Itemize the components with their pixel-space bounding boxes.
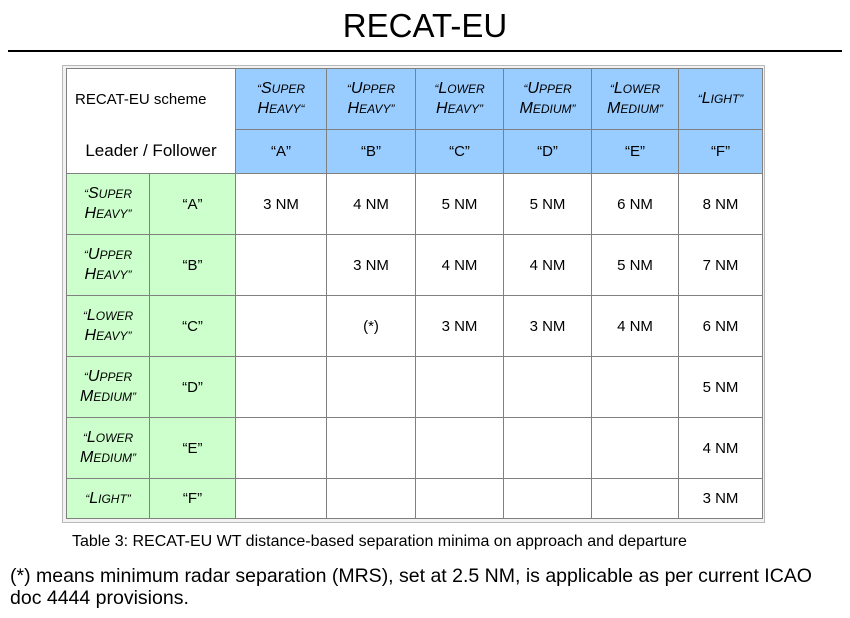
col-header-line1: “UPPER <box>346 80 396 97</box>
row-category <box>67 357 150 418</box>
table-cell: 6 NM <box>592 174 679 235</box>
table-cell: 5 NM <box>416 174 504 235</box>
row-line2: HEAVY” <box>84 205 132 222</box>
table-caption: Table 3: RECAT-EU WT distance-based separation minima on approach and departure <box>72 533 687 550</box>
table-cell <box>416 418 504 479</box>
col-header-line2: HEAVY” <box>347 100 395 117</box>
row-line1: “LOWER <box>82 429 134 446</box>
column-code: “F” <box>679 130 763 174</box>
row-category <box>67 235 150 296</box>
column-code: “E” <box>592 130 679 174</box>
table-cell <box>504 357 592 418</box>
table-cell <box>592 418 679 479</box>
row-category <box>67 174 150 235</box>
table-cell: 8 NM <box>679 174 763 235</box>
column-code: “B” <box>327 130 416 174</box>
col-header-line1: “UPPER <box>523 80 572 97</box>
table-cell <box>236 418 327 479</box>
col-header-line2: MEDIUM” <box>607 100 664 117</box>
table-cell <box>236 357 327 418</box>
col-header-line1: “LIGHT” <box>697 90 744 107</box>
page-title: RECAT-EU <box>342 7 508 44</box>
table-cell <box>592 357 679 418</box>
row-code: “A” <box>150 174 236 235</box>
table-cell: 3 NM <box>327 235 416 296</box>
row-line2: HEAVY” <box>84 327 132 344</box>
row-code: “F” <box>150 479 236 519</box>
table-cell: (*) <box>327 296 416 357</box>
table-cell <box>236 235 327 296</box>
table-row <box>67 418 763 479</box>
table-cell <box>504 418 592 479</box>
row-line2: MEDIUM” <box>80 449 136 466</box>
table-cell: 4 NM <box>504 235 592 296</box>
row-line1: “LIGHT” <box>85 489 131 507</box>
table-row <box>67 235 763 296</box>
table-cell: 3 NM <box>416 296 504 357</box>
table-cell: 6 NM <box>679 296 763 357</box>
column-header-lower-medium <box>592 69 679 130</box>
table-cell <box>504 479 592 519</box>
row-category <box>67 296 150 357</box>
row-line1: “UPPER <box>83 368 133 385</box>
table-cell <box>236 479 327 519</box>
table-cell: 4 NM <box>327 174 416 235</box>
column-header-upper-medium <box>504 69 592 130</box>
table-cell: 4 NM <box>679 418 763 479</box>
col-header-line1: “LOWER <box>609 80 661 97</box>
column-code: “A” <box>236 130 327 174</box>
table-cell: 3 NM <box>679 479 763 519</box>
table-cell: 3 NM <box>504 296 592 357</box>
row-line2: HEAVY” <box>84 266 132 283</box>
header-row-codes <box>67 130 763 174</box>
column-header-super-heavy <box>236 69 327 130</box>
row-line2: MEDIUM” <box>80 388 136 405</box>
table-row <box>67 357 763 418</box>
table-row <box>67 174 763 235</box>
separation-table <box>66 68 763 519</box>
table-cell: 4 NM <box>416 235 504 296</box>
col-header-line2: HEAVY“ <box>257 100 305 117</box>
row-code: “E” <box>150 418 236 479</box>
row-category <box>67 479 150 519</box>
row-code: “C” <box>150 296 236 357</box>
row-line1: “SUPER <box>83 185 132 202</box>
table-cell: 3 NM <box>236 174 327 235</box>
column-code: “C” <box>416 130 504 174</box>
table-cell: 5 NM <box>679 357 763 418</box>
table-row <box>67 479 763 519</box>
row-line1: “LOWER <box>82 307 134 324</box>
column-header-upper-heavy <box>327 69 416 130</box>
table-cell <box>236 296 327 357</box>
table-cell: 5 NM <box>592 235 679 296</box>
row-category <box>67 418 150 479</box>
column-code: “D” <box>504 130 592 174</box>
table-cell <box>327 418 416 479</box>
footnote: (*) means minimum radar separation (MRS), set at 2.5 NM, is applicable as per current ICAO doc 4444 provisions. <box>10 565 812 609</box>
table-cell <box>416 479 504 519</box>
table-cell <box>327 479 416 519</box>
row-code: “B” <box>150 235 236 296</box>
column-header-lower-heavy <box>416 69 504 130</box>
table-cell <box>592 479 679 519</box>
table-cell <box>416 357 504 418</box>
row-line1: “UPPER <box>83 246 133 263</box>
leader-follower-label: Leader / Follower <box>67 130 236 174</box>
title-divider <box>8 50 842 52</box>
col-header-line2: MEDIUM” <box>519 100 576 117</box>
table-cell: 7 NM <box>679 235 763 296</box>
table-cell: 4 NM <box>592 296 679 357</box>
col-header-line1: “SUPER <box>257 80 306 97</box>
row-code: “D” <box>150 357 236 418</box>
header-row-categories <box>67 69 763 130</box>
table-cell <box>327 357 416 418</box>
table-row <box>67 296 763 357</box>
scheme-label: RECAT-EU scheme <box>67 69 236 130</box>
col-header-line1: “LOWER <box>434 80 485 97</box>
column-header-light <box>679 69 763 130</box>
table-cell: 5 NM <box>504 174 592 235</box>
col-header-line2: HEAVY” <box>436 100 483 117</box>
